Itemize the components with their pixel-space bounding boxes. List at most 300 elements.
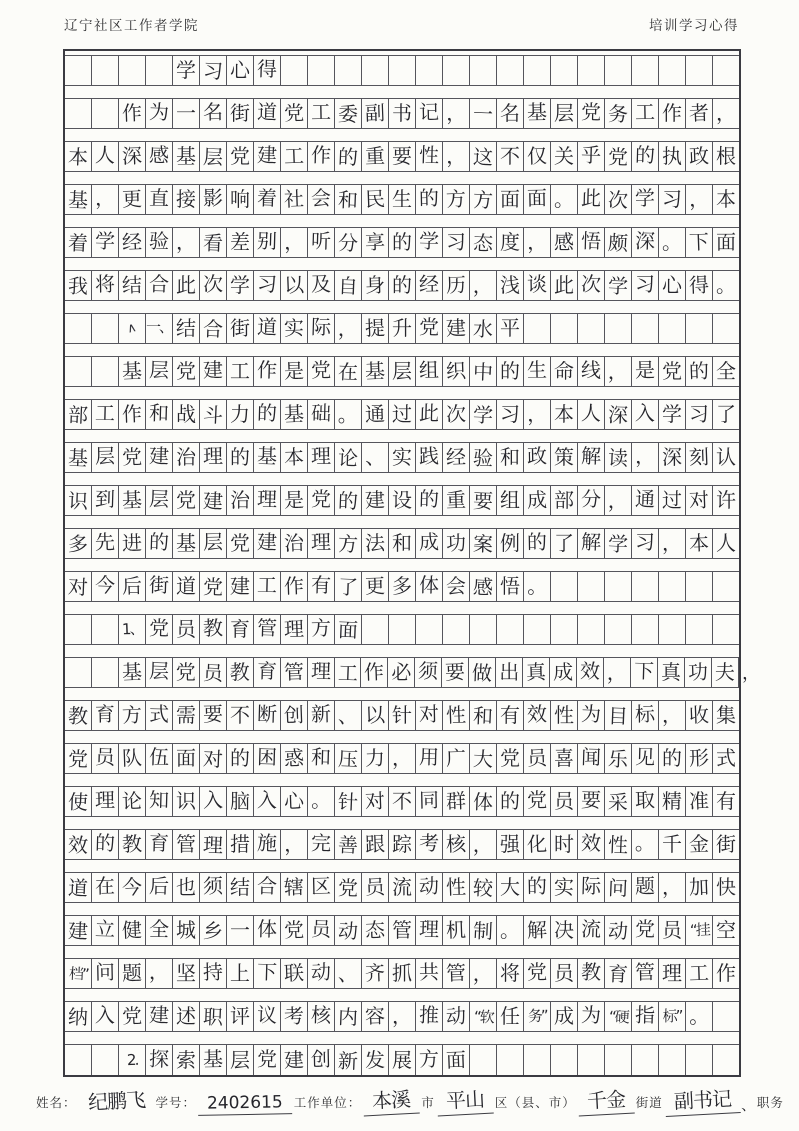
handwritten-char: 过 xyxy=(662,488,682,512)
handwritten-char: 次 xyxy=(607,187,629,213)
handwritten-char: 组 xyxy=(418,357,440,383)
manuscript-row xyxy=(65,485,739,516)
handwritten-char: 层 xyxy=(148,658,170,684)
grid-cell xyxy=(308,529,335,558)
handwritten-char: 书 xyxy=(392,101,412,125)
grid-cell xyxy=(173,56,200,85)
handwritten-char: 标” xyxy=(662,1007,682,1025)
handwritten-char: 员 xyxy=(554,961,574,985)
handwritten-char: 织 xyxy=(445,358,467,384)
grid-cell xyxy=(254,830,281,859)
handwritten-char: 工 xyxy=(94,400,116,426)
handwritten-char: 在 xyxy=(337,359,359,385)
handwritten-char: 通 xyxy=(634,486,656,512)
grid-cell xyxy=(469,658,496,687)
handwritten-char: 党 xyxy=(230,531,250,555)
grid-cell xyxy=(65,228,92,257)
grid-cell xyxy=(551,486,578,515)
grid-cell xyxy=(281,142,308,171)
grid-cell xyxy=(200,314,227,343)
margin-overflow-char: ， xyxy=(742,663,760,684)
grid-cell xyxy=(659,744,686,773)
handwritten-char: 广 xyxy=(445,745,467,771)
grid-cell xyxy=(200,486,227,515)
handwritten-char: 和 xyxy=(392,531,412,555)
handwritten-char: 作 xyxy=(716,961,736,985)
handwritten-char: 名 xyxy=(500,101,520,125)
grid-cell xyxy=(712,658,739,687)
handwritten-char: 下 xyxy=(256,959,278,985)
grid-cell xyxy=(659,916,686,945)
handwritten-char: 教 xyxy=(229,660,250,684)
grid-cell xyxy=(524,1002,551,1031)
manuscript-row xyxy=(65,55,739,86)
handwritten-char: 闻 xyxy=(580,744,602,770)
handwritten-char: 建 xyxy=(148,443,170,469)
grid-cell xyxy=(713,701,739,730)
grid-cell xyxy=(605,142,632,171)
handwritten-char: 面 xyxy=(526,185,548,211)
grid-cell xyxy=(362,142,389,171)
grid-cell xyxy=(308,701,335,730)
handwritten-char: 一 xyxy=(176,101,196,125)
handwritten-char: 本 xyxy=(283,444,305,470)
handwritten-char: 会 xyxy=(445,573,467,599)
handwritten-char: 体 xyxy=(418,572,440,598)
grid-cell xyxy=(578,830,605,859)
grid-cell xyxy=(686,443,713,472)
handwritten-char: 需 xyxy=(176,703,196,727)
grid-cell xyxy=(497,701,524,730)
manuscript-row xyxy=(65,743,739,774)
grid-cell xyxy=(146,1002,173,1031)
grid-cell xyxy=(659,185,686,214)
handwritten-char: 措 xyxy=(230,832,250,856)
handwritten-char: 验 xyxy=(148,228,170,254)
grid-cell xyxy=(632,1002,659,1031)
grid-cell xyxy=(713,142,739,171)
grid-cell xyxy=(173,228,200,257)
handwritten-char: 党 xyxy=(310,357,332,383)
handwritten-char: 的 xyxy=(418,185,440,211)
grid-cell xyxy=(227,959,254,988)
grid-cell xyxy=(362,357,389,386)
grid-cell xyxy=(578,271,605,300)
grid-cell xyxy=(389,1002,416,1031)
grid-cell xyxy=(497,873,524,902)
handwritten-char: 。 xyxy=(716,273,736,297)
grid-cell xyxy=(173,142,200,171)
handwritten-char: 的 xyxy=(662,746,682,770)
handwritten-char: 辖 xyxy=(283,874,305,900)
handwritten-char: ， xyxy=(607,488,629,514)
grid-cell xyxy=(200,357,227,386)
grid-cell xyxy=(119,99,146,128)
handwritten-char: ， xyxy=(392,1004,412,1028)
grid-cell xyxy=(227,916,254,945)
handwritten-char: 党 xyxy=(337,875,359,901)
handwritten-char: 党 xyxy=(526,959,548,985)
grid-cell xyxy=(497,916,524,945)
grid-cell xyxy=(578,787,605,816)
grid-cell xyxy=(551,271,578,300)
handwritten-char: 次 xyxy=(580,271,602,297)
handwritten-char: 工 xyxy=(256,572,278,598)
handwritten-char: 识 xyxy=(67,488,89,514)
handwritten-char: 名 xyxy=(202,99,224,125)
grid-cell xyxy=(146,56,173,85)
grid-cell xyxy=(308,572,335,601)
handwritten-char: 党 xyxy=(148,615,170,641)
handwritten-char: 学 xyxy=(230,273,250,297)
handwritten-char: 着 xyxy=(67,230,89,256)
footer-label: 学号： xyxy=(155,1096,197,1110)
grid-cell xyxy=(335,443,362,472)
grid-cell xyxy=(578,916,605,945)
grid-cell xyxy=(335,142,362,171)
grid-cell xyxy=(686,916,713,945)
grid-cell xyxy=(416,787,443,816)
handwritten-char: 基 xyxy=(121,659,143,685)
grid-cell xyxy=(416,615,443,644)
grid-cell xyxy=(146,99,173,128)
footer-label: 工作单位： xyxy=(293,1096,362,1110)
grid-cell xyxy=(389,486,416,515)
grid-cell xyxy=(389,271,416,300)
grid-cell xyxy=(65,916,92,945)
grid-cell xyxy=(443,830,470,859)
grid-cell xyxy=(524,400,551,429)
grid-cell xyxy=(470,529,497,558)
manuscript-row xyxy=(65,915,739,946)
grid-cell xyxy=(227,658,254,687)
manuscript-row xyxy=(65,141,739,172)
handwritten-char: 较 xyxy=(472,875,494,901)
grid-cell xyxy=(119,142,146,171)
grid-cell xyxy=(524,787,551,816)
handwritten-char: 党 xyxy=(418,314,440,340)
handwritten-char: 作 xyxy=(256,357,278,383)
grid-cell xyxy=(497,572,524,601)
handwritten-char: 的 xyxy=(526,529,548,555)
handwritten-char: 学 xyxy=(662,402,682,426)
manuscript-row xyxy=(65,614,739,645)
grid-cell xyxy=(92,830,119,859)
handwritten-char: 新 xyxy=(337,1048,359,1073)
handwritten-char: 过 xyxy=(392,402,412,426)
manuscript-row xyxy=(65,184,739,215)
grid-cell xyxy=(578,185,605,214)
grid-cell xyxy=(577,658,604,687)
handwritten-char: 实 xyxy=(392,445,412,469)
grid-cell xyxy=(443,486,470,515)
footer-handwritten-value: 本溪 xyxy=(362,1083,420,1117)
handwritten-char: 习 xyxy=(662,187,682,211)
grid-cell xyxy=(119,873,146,902)
handwritten-char: 新 xyxy=(310,701,332,727)
grid-cell xyxy=(686,271,713,300)
handwritten-char: 建 xyxy=(230,574,250,598)
grid-cell xyxy=(713,185,739,214)
handwritten-char: 管 xyxy=(256,615,278,641)
handwritten-char: 验 xyxy=(472,445,494,471)
footer-info-line xyxy=(34,1084,794,1115)
grid-cell xyxy=(362,744,389,773)
grid-cell xyxy=(497,787,524,816)
grid-cell xyxy=(227,787,254,816)
grid-cell xyxy=(308,830,335,859)
grid-cell xyxy=(254,400,281,429)
handwritten-char: 街 xyxy=(230,101,250,125)
grid-cell xyxy=(443,443,470,472)
handwritten-char: 对 xyxy=(688,487,710,513)
handwritten-char: 创 xyxy=(283,702,305,728)
grid-cell xyxy=(173,1002,200,1031)
grid-cell xyxy=(713,529,739,558)
handwritten-char: 核 xyxy=(310,1002,332,1028)
grid-cell xyxy=(470,873,497,902)
handwritten-char: ， xyxy=(472,832,494,858)
handwritten-char: 育 xyxy=(256,658,278,684)
grid-cell xyxy=(173,959,200,988)
handwritten-char: 党 xyxy=(121,1003,143,1029)
handwritten-char: 人 xyxy=(580,400,602,426)
handwritten-char: 须 xyxy=(418,658,439,684)
grid-cell xyxy=(361,658,388,687)
handwritten-char: 党 xyxy=(202,574,224,600)
grid-cell xyxy=(524,959,551,988)
manuscript-row xyxy=(65,227,739,258)
grid-cell xyxy=(686,1002,713,1031)
grid-cell xyxy=(227,99,254,128)
handwritten-char: 仅 xyxy=(526,143,548,169)
handwritten-char: 精 xyxy=(662,789,682,813)
grid-cell xyxy=(686,744,713,773)
handwritten-char: 学 xyxy=(607,273,629,299)
grid-cell xyxy=(119,1002,146,1031)
grid-cell xyxy=(200,56,227,85)
grid-cell xyxy=(416,314,443,343)
grid-cell xyxy=(524,1045,551,1075)
grid-cell xyxy=(470,228,497,257)
handwritten-char: 更 xyxy=(364,573,386,599)
grid-cell xyxy=(335,701,362,730)
grid-cell xyxy=(416,99,443,128)
grid-cell xyxy=(65,185,92,214)
grid-cell xyxy=(119,572,146,601)
grid-cell xyxy=(470,615,497,644)
grid-cell xyxy=(119,1045,146,1075)
grid-cell xyxy=(65,787,92,816)
grid-cell xyxy=(443,228,470,257)
grid-cell xyxy=(578,959,605,988)
grid-cell xyxy=(173,615,200,644)
grid-cell xyxy=(632,142,659,171)
handwritten-char: 立 xyxy=(94,916,116,942)
handwritten-char: 层 xyxy=(148,486,170,512)
handwritten-char: 基 xyxy=(121,487,143,513)
grid-cell xyxy=(362,787,389,816)
grid-cell xyxy=(524,271,551,300)
handwritten-char: 重 xyxy=(364,143,386,169)
grid-cell xyxy=(415,658,442,687)
grid-cell xyxy=(281,572,308,601)
grid-cell xyxy=(497,228,524,257)
grid-cell xyxy=(524,99,551,128)
handwritten-char: 。 xyxy=(500,918,520,942)
handwritten-char: ， xyxy=(526,229,548,255)
handwritten-char: 效 xyxy=(580,830,602,856)
grid-cell xyxy=(659,701,686,730)
handwritten-char: 大 xyxy=(472,746,494,772)
manuscript-row xyxy=(65,399,739,430)
handwritten-char: 是 xyxy=(283,358,305,384)
handwritten-char: 快 xyxy=(716,875,736,899)
grid-cell xyxy=(551,787,578,816)
grid-cell xyxy=(65,400,92,429)
grid-cell xyxy=(92,486,119,515)
grid-cell xyxy=(227,443,254,472)
grid-cell xyxy=(200,830,227,859)
grid-cell xyxy=(605,1045,632,1075)
handwritten-char: 。 xyxy=(337,402,359,428)
handwritten-char: 将 xyxy=(500,961,520,985)
grid-cell xyxy=(92,99,119,128)
handwritten-char: 建 xyxy=(202,357,224,383)
handwritten-char: ， xyxy=(662,531,682,555)
handwritten-char: 方 xyxy=(418,1046,440,1071)
handwritten-char: 的 xyxy=(256,400,278,426)
grid-cell xyxy=(281,99,308,128)
handwritten-char: 千 xyxy=(662,832,682,856)
handwritten-char: 次 xyxy=(202,271,224,297)
handwritten-char: 的 xyxy=(337,488,359,514)
grid-cell xyxy=(632,357,659,386)
handwritten-char: 道 xyxy=(67,875,89,901)
grid-cell xyxy=(632,572,659,601)
grid-cell xyxy=(416,873,443,902)
grid-cell xyxy=(551,1002,578,1031)
handwritten-char: 问 xyxy=(607,875,629,901)
grid-cell xyxy=(254,787,281,816)
grid-cell xyxy=(632,1045,659,1075)
handwritten-char: 流 xyxy=(392,875,412,899)
grid-cell xyxy=(578,142,605,171)
handwritten-char: 方 xyxy=(121,702,143,728)
grid-cell xyxy=(173,185,200,214)
grid-cell xyxy=(65,314,92,343)
grid-cell xyxy=(92,142,119,171)
grid-cell xyxy=(605,873,632,902)
grid-cell xyxy=(659,873,686,902)
handwritten-char: 政 xyxy=(688,143,710,169)
handwritten-char: 、 xyxy=(337,703,359,729)
grid-cell xyxy=(578,357,605,386)
handwritten-char: 管 xyxy=(392,918,412,942)
grid-cell xyxy=(65,56,92,85)
grid-cell xyxy=(92,1045,119,1075)
grid-cell xyxy=(146,959,173,988)
grid-cell xyxy=(713,830,739,859)
handwritten-char: 入 xyxy=(94,1002,116,1028)
grid-cell xyxy=(497,56,524,85)
grid-cell xyxy=(200,1002,227,1031)
handwritten-char: 基 xyxy=(67,187,89,213)
handwritten-char: 策 xyxy=(554,445,574,469)
handwritten-char: 推 xyxy=(418,1002,440,1028)
handwritten-char: 结 xyxy=(230,875,250,899)
grid-cell xyxy=(362,56,389,85)
grid-cell xyxy=(659,142,686,171)
grid-cell xyxy=(550,658,577,687)
footer-handwritten-value: 、 xyxy=(740,1097,755,1115)
grid-cell xyxy=(200,615,227,644)
grid-cell xyxy=(443,400,470,429)
handwritten-char: 踪 xyxy=(392,832,412,856)
grid-cell xyxy=(551,357,578,386)
grid-cell xyxy=(254,701,281,730)
handwritten-char: 动 xyxy=(445,1003,467,1029)
handwritten-char: 作 xyxy=(364,659,385,685)
handwritten-char: 不 xyxy=(500,144,520,168)
grid-cell xyxy=(713,99,739,128)
grid-cell xyxy=(200,873,227,902)
grid-cell xyxy=(227,701,254,730)
grid-cell xyxy=(308,228,335,257)
handwritten-char: 2. xyxy=(126,1050,138,1069)
handwritten-char: 人 xyxy=(716,531,736,555)
handwritten-char: 善 xyxy=(337,832,359,858)
handwritten-char: 习 xyxy=(634,271,656,297)
handwritten-char: 悟 xyxy=(500,574,520,598)
handwritten-char: 动 xyxy=(418,873,440,899)
grid-cell xyxy=(497,959,524,988)
grid-cell xyxy=(200,185,227,214)
handwritten-char: 得 xyxy=(256,56,278,82)
handwritten-char: 评 xyxy=(230,1004,250,1028)
manuscript-row xyxy=(65,356,739,387)
handwritten-char: 理 xyxy=(283,616,305,642)
handwritten-char: 考 xyxy=(283,1003,305,1029)
grid-cell xyxy=(470,142,497,171)
grid-cell xyxy=(335,99,362,128)
grid-cell xyxy=(119,615,146,644)
grid-cell xyxy=(308,400,335,429)
grid-cell xyxy=(605,916,632,945)
grid-cell xyxy=(686,1045,713,1075)
handwritten-char: 员 xyxy=(310,916,332,942)
grid-cell xyxy=(685,658,712,687)
grid-cell xyxy=(632,873,659,902)
grid-cell xyxy=(65,830,92,859)
handwritten-char: 感 xyxy=(148,142,170,168)
grid-cell xyxy=(146,443,173,472)
grid-cell xyxy=(605,56,632,85)
grid-cell xyxy=(200,271,227,300)
grid-cell xyxy=(389,529,416,558)
grid-cell xyxy=(362,529,389,558)
handwritten-char: 的 xyxy=(148,529,170,555)
grid-cell xyxy=(659,1002,686,1031)
grid-cell xyxy=(362,873,389,902)
handwritten-char: 展 xyxy=(392,1047,412,1072)
grid-cell xyxy=(92,615,119,644)
handwritten-char: 后 xyxy=(148,873,170,899)
handwritten-char: 有 xyxy=(310,572,332,598)
handwritten-char: ， xyxy=(607,359,629,385)
grid-cell xyxy=(92,443,119,472)
handwritten-char: 解 xyxy=(580,529,602,555)
